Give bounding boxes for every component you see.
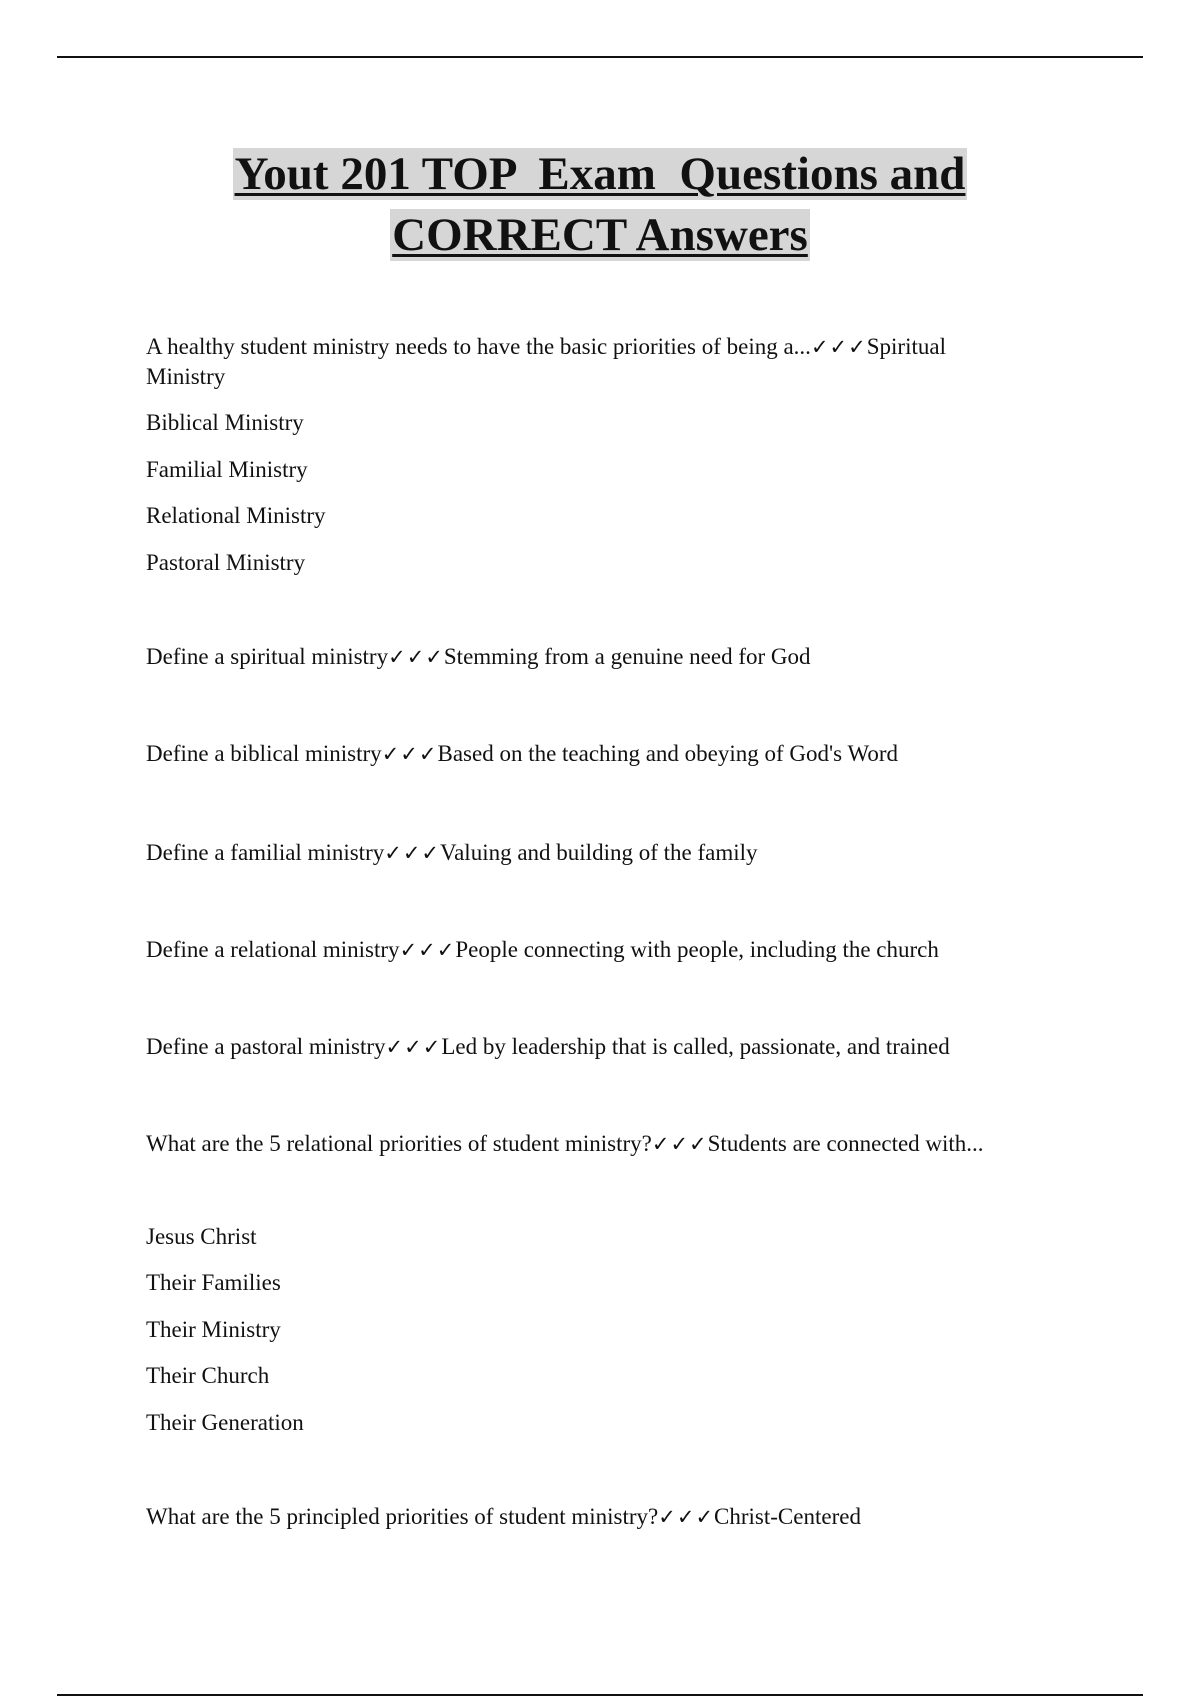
checkmark-icon: ✓✓✓ bbox=[399, 938, 456, 962]
qa-item-4 bbox=[146, 838, 1046, 868]
checkmark-icon: ✓✓✓ bbox=[651, 1132, 708, 1156]
answer-line: Relational Ministry bbox=[146, 503, 326, 528]
qa-item-8 bbox=[146, 1502, 1046, 1532]
answer-text: Based on the teaching and obeying of God's Word bbox=[437, 741, 898, 766]
question-text: Define a familial ministry bbox=[146, 840, 385, 865]
answer-line: Their Church bbox=[146, 1363, 270, 1388]
title-line-2: CORRECT Answers bbox=[392, 209, 808, 261]
checkmark-icon: ✓✓✓ bbox=[658, 1505, 715, 1529]
qa-item-1 bbox=[146, 332, 1026, 392]
document-title bbox=[0, 144, 1200, 266]
answer-line: Their Generation bbox=[146, 1410, 304, 1435]
title-line-1: Yout 201 TOP Exam Questions and bbox=[234, 148, 966, 200]
answer-line: Their Families bbox=[146, 1270, 281, 1295]
checkmark-icon: ✓✓✓ bbox=[810, 335, 867, 359]
answer-text: Led by leadership that is called, passionate, and trained bbox=[441, 1034, 950, 1059]
checkmark-icon: ✓✓✓ bbox=[381, 742, 438, 766]
answer-line: Pastoral Ministry bbox=[146, 550, 306, 575]
question-text: Define a spiritual ministry bbox=[146, 644, 389, 669]
answer-text: Christ-Centered bbox=[714, 1504, 861, 1529]
question-text: A healthy student ministry needs to have the basic priorities of being a... bbox=[146, 334, 811, 359]
question-text: What are the 5 principled priorities of student ministry? bbox=[146, 1504, 659, 1529]
question-text: Define a pastoral ministry bbox=[146, 1034, 386, 1059]
answer-text: Stemming from a genuine need for God bbox=[443, 644, 811, 669]
qa-item-7 bbox=[146, 1129, 1046, 1159]
qa-item-3 bbox=[146, 739, 1046, 769]
question-text: Define a biblical ministry bbox=[146, 741, 382, 766]
qa-item-6 bbox=[146, 1032, 1046, 1062]
checkmark-icon: ✓✓✓ bbox=[384, 841, 441, 865]
answer-line: Their Ministry bbox=[146, 1317, 281, 1342]
answer-line: Jesus Christ bbox=[146, 1224, 257, 1249]
answer-text: Students are connected with... bbox=[707, 1131, 984, 1156]
qa-item-5 bbox=[146, 935, 1046, 965]
checkmark-icon: ✓✓✓ bbox=[385, 1035, 442, 1059]
answer-text: Spiritual Ministry bbox=[146, 334, 946, 389]
answer-text: Valuing and building of the family bbox=[440, 840, 758, 865]
question-text: What are the 5 relational priorities of student ministry? bbox=[146, 1131, 652, 1156]
answer-line: Familial Ministry bbox=[146, 457, 308, 482]
question-text: Define a relational ministry bbox=[146, 937, 400, 962]
top-rule bbox=[57, 56, 1143, 58]
bottom-rule bbox=[57, 1694, 1143, 1696]
checkmark-icon: ✓✓✓ bbox=[388, 645, 444, 669]
qa-item-2 bbox=[146, 642, 1046, 672]
answer-line: Biblical Ministry bbox=[146, 410, 304, 435]
answer-text: People connecting with people, including the church bbox=[455, 937, 939, 962]
